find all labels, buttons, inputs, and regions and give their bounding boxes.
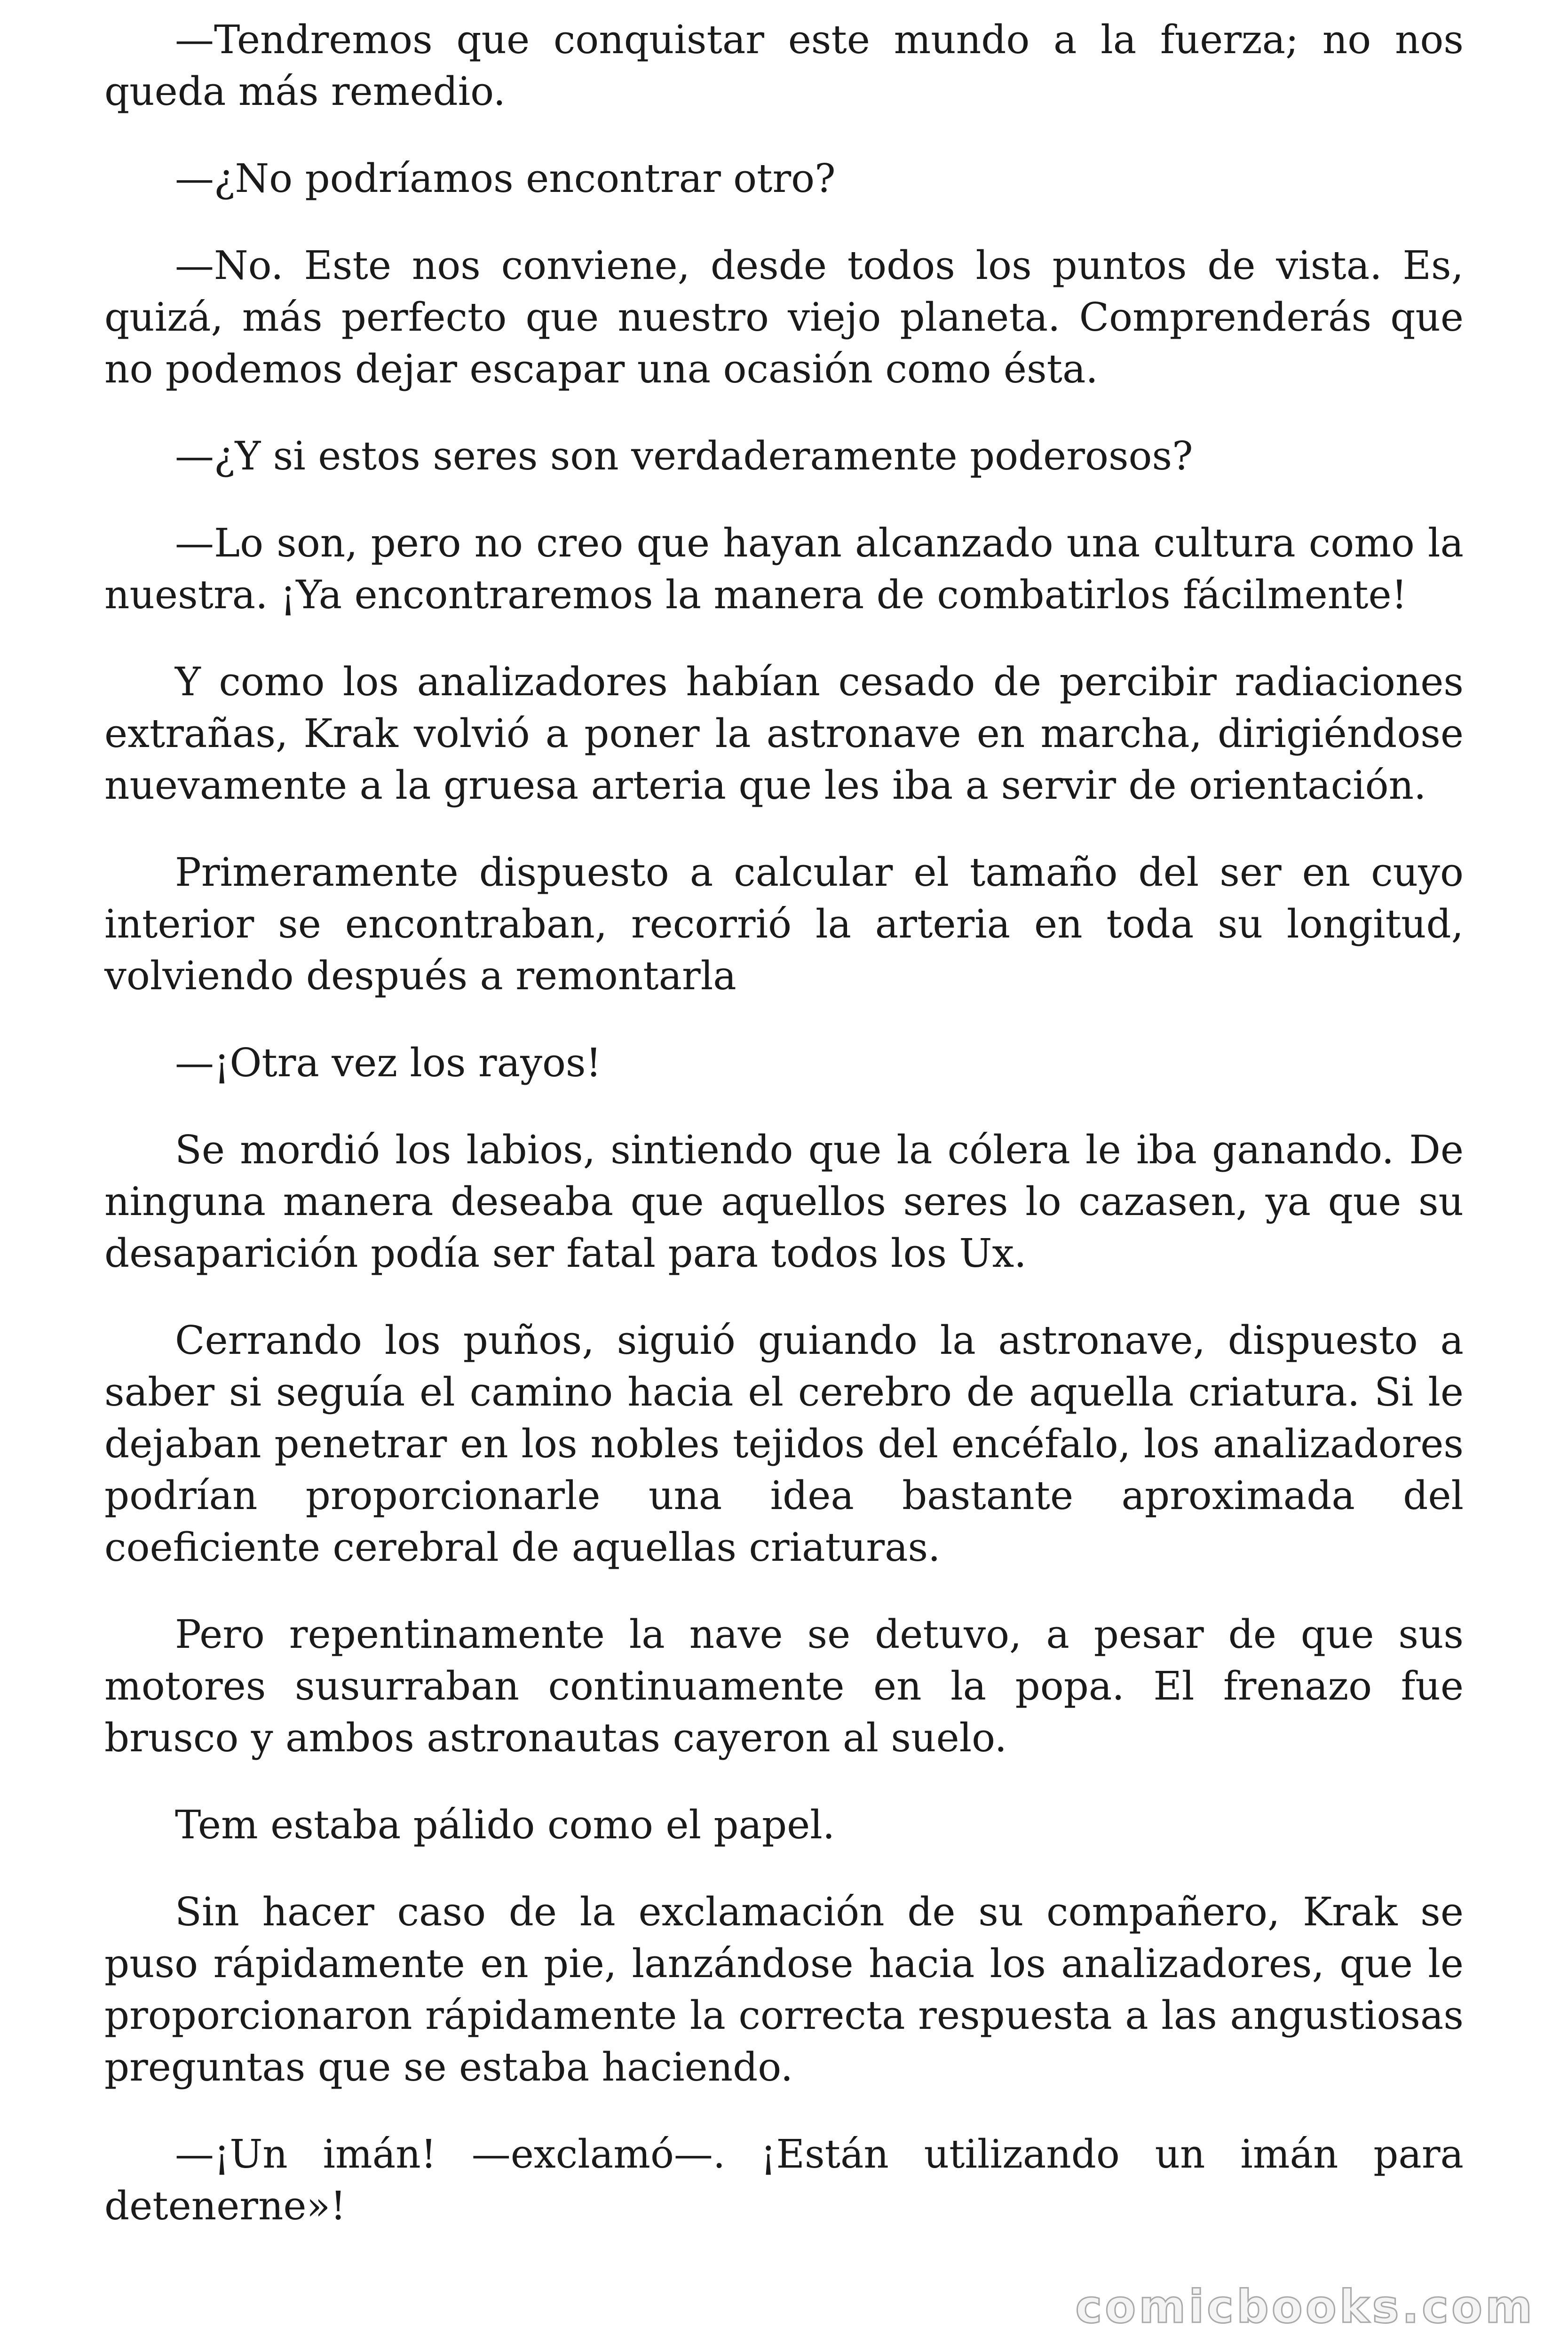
paragraph-8: —¡Otra vez los rayos!	[175, 1040, 602, 1086]
paragraph-2: —¿No podríamos encontrar otro?	[175, 156, 836, 201]
paragraph-3: —No. Este nos conviene, desde todos los puntos de vista. Es, quizá, más perfecto que nuestro viejo planeta. Comprenderás que no podemos dejar escapar una ocasión como ésta.	[104, 243, 1464, 392]
paragraph-4: —¿Y si estos seres son verdaderamente poderosos?	[175, 433, 1193, 479]
paragraph-7: Primeramente dispuesto a calcular el tamaño del ser en cuyo interior se encontraban, recorrió la arteria en toda su longitud, volviendo después a remontarla	[104, 850, 1464, 999]
page-text	[104, 14, 1464, 2232]
paragraph-14: —¡Un imán! —exclamó—. ¡Están utilizando un imán para detenerne»!	[104, 2131, 1464, 2229]
paragraph-1: —Tendremos que conquistar este mundo a la fuerza; no nos queda más remedio.	[104, 17, 1464, 114]
paragraph-11: Pero repentinamente la nave se detuvo, a pesar de que sus motores susurraban continuamente en la popa. El frenazo fue brusco y ambos astronautas cayeron al suelo.	[104, 1612, 1464, 1761]
paragraph-6: Y como los analizadores habían cesado de percibir radiaciones extrañas, Krak volvió a poner la astronave en marcha, dirigiéndose nuevamente a la gruesa arteria que les iba a servir de orientación.	[104, 659, 1464, 808]
paragraph-13: Sin hacer caso de la exclamación de su compañero, Krak se puso rápidamente en pie, lanzándose hacia los analizadores, que le proporcionaron rápidamente la correcta respuesta a las angustiosas preguntas que se estaba haciendo.	[104, 1889, 1464, 2090]
paragraph-5: —Lo son, pero no creo que hayan alcanzado una cultura como la nuestra. ¡Ya encontraremos la manera de combatirlos fácilmente!	[104, 520, 1464, 618]
watermark-logo: comicbooks.com	[1075, 2280, 1535, 2333]
paragraph-10: Cerrando los puños, siguió guiando la astronave, dispuesto a saber si seguía el camino hacia el cerebro de aquella criatura. Si le dejaban penetrar en los nobles tejidos del encéfalo, los analizadores podrían proporcionarle una idea bastante aproximada del coeficiente cerebral de aquellas criaturas.	[104, 1318, 1464, 1570]
paragraph-9: Se mordió los labios, sintiendo que la cólera le iba ganando. De ninguna manera deseaba que aquellos seres lo cazasen, ya que su desaparición podía ser fatal para todos los Ux.	[104, 1127, 1464, 1276]
paragraph-12: Tem estaba pálido como el papel.	[175, 1802, 835, 1848]
